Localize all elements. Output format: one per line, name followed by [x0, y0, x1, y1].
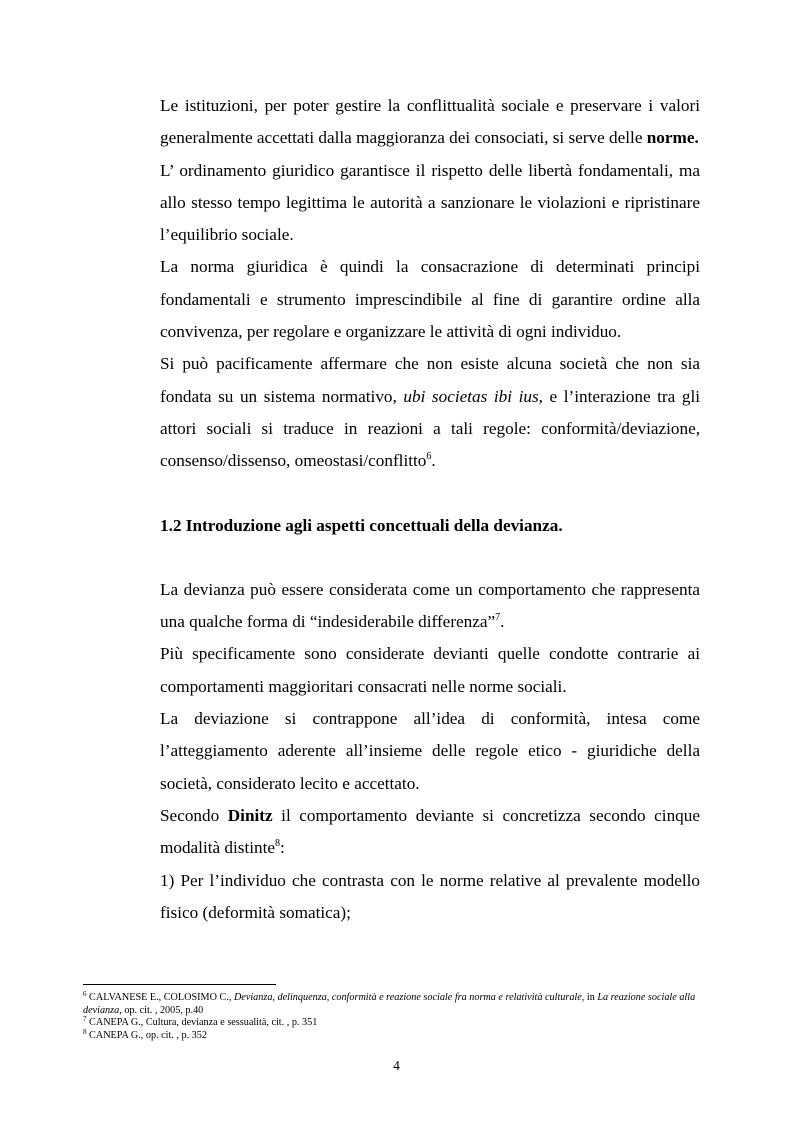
latin-phrase: ubi societas ibi ius [396, 386, 539, 406]
footnote-6: $^6$ CALVANESE E., COLOSIMO C., Devianza, delinquenza, conformità e reazione sociale fra norma e relatività culturale, in La reazione sociale alla devianza, op. cit. , 2005, p.40 [83, 990, 696, 1016]
author-dinitz: Dinitz [227, 805, 273, 825]
paragraph-societas: Si può pacificamente affermare che non esiste alcuna società che non sia fondata su un sistema normativo, ubi societas ibi ius, e l’interazione tra gli attori sociali si traduce in reazioni a tali regole: conformità/deviazione, consenso/dissenso, omeostasi/conflitto$^6$. [160, 354, 700, 471]
footnote-divider [83, 984, 276, 985]
section-heading: 1.2 Introduzione agli aspetti concettuali della devianza. [160, 515, 563, 535]
paragraph-deviazione: La deviazione si contrappone all’idea di conformità, intesa come l’atteggiamento aderente all’insieme delle regole etico - giuridiche della società, considerato lecito e accettato. [160, 709, 700, 793]
footnote-7: $^7$ CANEPA G., Cultura, devianza e sessualità, cit. , p. 351 [83, 1015, 318, 1029]
body-text [160, 90, 700, 929]
paragraph-dinitz: Secondo Dinitz il comportamento deviante si concretizza secondo cinque modalità distinte$^8$: [160, 805, 700, 858]
footnotes [83, 992, 713, 1042]
paragraph-ordinamento: L’ ordinamento giuridico garantisce il rispetto delle libertà fondamentali, ma allo stesso tempo legittima le autorità a sanzionare le violazioni e ripristinare l’equilibrio sociale. [160, 160, 700, 245]
paragraph-modalita-1: 1) Per l’individuo che contrasta con le norme relative al prevalente modello fisico (deformità somatica); [160, 870, 700, 922]
paragraph-condotte: Più specificamente sono considerate devianti quelle condotte contrarie ai comportamenti maggioritari consacrati nelle norme sociali. [160, 644, 700, 696]
paragraph-norma-giuridica: La norma giuridica è quindi la consacrazione di determinati principi fondamentali e strumento imprescindibile al fine di garantire ordine alla convivenza, per regolare e organizzare le attività di ogni individuo. [160, 257, 700, 342]
page-number: 4 [393, 1058, 400, 1073]
footnote-ref-8: 8 [275, 838, 281, 850]
footnote-8: $^8$ CANEPA G., op. cit. , p. 352 [83, 1027, 207, 1041]
paragraph-devianza: La devianza può essere considerata come un comportamento che rappresenta una qualche forma di “indesiderabile differenza”$^7$. [160, 579, 700, 632]
paragraph-istituzioni: Le istituzioni, per poter gestire la conflittualità sociale e preservare i valori generalmente accettati dalla maggioranza dei consociati, si serve delle norme. [160, 96, 700, 148]
footnote-ref-7: 7 [495, 612, 501, 624]
term-norme: norme. [646, 128, 699, 148]
footnote-ref-6: 6 [426, 451, 432, 463]
